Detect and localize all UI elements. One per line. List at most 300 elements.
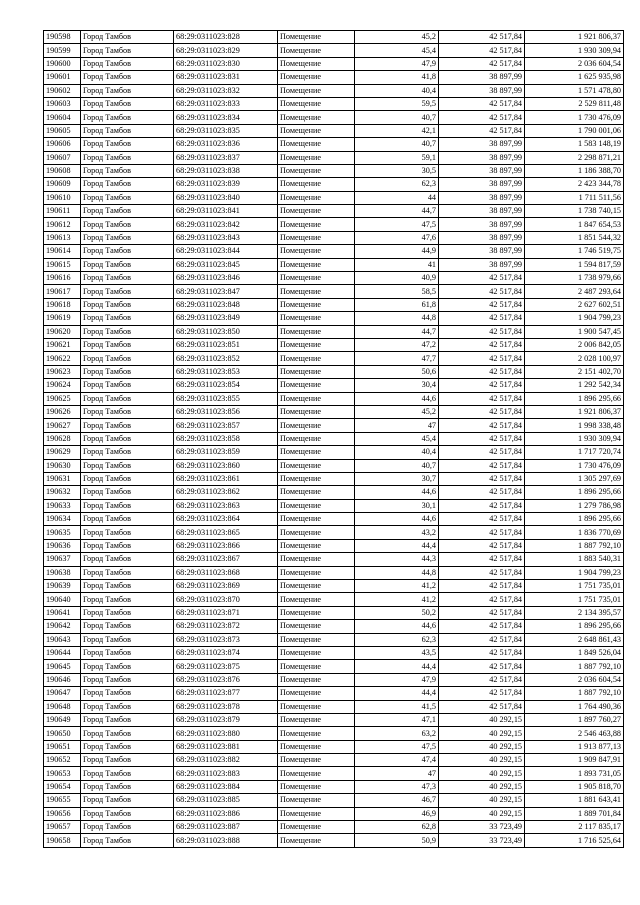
row-number-cell: 190652 (44, 754, 81, 767)
row-number-cell: 190634 (44, 513, 81, 526)
area-cell: 43,2 (355, 526, 439, 539)
area-cell: 41,5 (355, 700, 439, 713)
cadastral-number-cell: 68:29:0311023:832 (174, 84, 278, 97)
cadastral-number-cell: 68:29:0311023:881 (174, 740, 278, 753)
row-number-cell: 190621 (44, 338, 81, 351)
cadastral-value-cell: 1 930 309,94 (525, 44, 624, 57)
specific-value-cell: 42 517,84 (439, 312, 525, 325)
cadastral-value-cell: 1 292 542,34 (525, 379, 624, 392)
cadastral-number-cell: 68:29:0311023:880 (174, 727, 278, 740)
specific-value-cell: 38 897,99 (439, 218, 525, 231)
cadastral-number-cell: 68:29:0311023:857 (174, 419, 278, 432)
specific-value-cell: 38 897,99 (439, 164, 525, 177)
specific-value-cell: 42 517,84 (439, 526, 525, 539)
cadastral-value-cell: 2 151 402,70 (525, 365, 624, 378)
table-row (44, 432, 624, 445)
object-type-cell: Помещение (278, 285, 355, 298)
cadastral-number-cell: 68:29:0311023:834 (174, 111, 278, 124)
city-cell: Город Тамбов (81, 673, 174, 686)
row-number-cell: 190618 (44, 298, 81, 311)
table-row (44, 740, 624, 753)
cadastral-value-cell: 2 529 811,48 (525, 97, 624, 110)
cadastral-value-cell: 1 730 476,09 (525, 459, 624, 472)
table-row (44, 606, 624, 619)
city-cell: Город Тамбов (81, 821, 174, 834)
area-cell: 41,8 (355, 71, 439, 84)
object-type-cell: Помещение (278, 486, 355, 499)
area-cell: 59,1 (355, 151, 439, 164)
area-cell: 45,2 (355, 31, 439, 44)
row-number-cell: 190617 (44, 285, 81, 298)
cadastral-value-cell: 1 790 001,06 (525, 124, 624, 137)
specific-value-cell: 40 292,15 (439, 740, 525, 753)
row-number-cell: 190638 (44, 566, 81, 579)
cadastral-value-cell: 2 036 604,54 (525, 673, 624, 686)
city-cell: Город Тамбов (81, 794, 174, 807)
city-cell: Город Тамбов (81, 111, 174, 124)
city-cell: Город Тамбов (81, 459, 174, 472)
area-cell: 44,8 (355, 566, 439, 579)
city-cell: Город Тамбов (81, 593, 174, 606)
row-number-cell: 190654 (44, 780, 81, 793)
specific-value-cell: 42 517,84 (439, 459, 525, 472)
area-cell: 47,4 (355, 754, 439, 767)
object-type-cell: Помещение (278, 566, 355, 579)
row-number-cell: 190641 (44, 606, 81, 619)
cadastral-value-cell: 1 751 735,01 (525, 580, 624, 593)
cadastral-number-cell: 68:29:0311023:855 (174, 392, 278, 405)
cadastral-value-cell: 1 594 817,59 (525, 258, 624, 271)
table-row (44, 513, 624, 526)
specific-value-cell: 38 897,99 (439, 231, 525, 244)
cadastral-value-cell: 1 905 818,70 (525, 780, 624, 793)
specific-value-cell: 38 897,99 (439, 178, 525, 191)
row-number-cell: 190646 (44, 673, 81, 686)
row-number-cell: 190622 (44, 352, 81, 365)
object-type-cell: Помещение (278, 178, 355, 191)
specific-value-cell: 42 517,84 (439, 593, 525, 606)
cadastral-value-cell: 1 889 701,84 (525, 807, 624, 820)
object-type-cell: Помещение (278, 258, 355, 271)
table-row (44, 646, 624, 659)
object-type-cell: Помещение (278, 419, 355, 432)
area-cell: 40,7 (355, 138, 439, 151)
specific-value-cell: 42 517,84 (439, 57, 525, 70)
table-row (44, 111, 624, 124)
cadastral-value-cell: 1 904 799,23 (525, 312, 624, 325)
cadastral-value-cell: 2 117 835,17 (525, 821, 624, 834)
row-number-cell: 190640 (44, 593, 81, 606)
table-row (44, 419, 624, 432)
cadastral-value-cell: 1 896 295,66 (525, 392, 624, 405)
table-row (44, 205, 624, 218)
city-cell: Город Тамбов (81, 767, 174, 780)
object-type-cell: Помещение (278, 821, 355, 834)
specific-value-cell: 40 292,15 (439, 807, 525, 820)
specific-value-cell: 38 897,99 (439, 71, 525, 84)
row-number-cell: 190611 (44, 205, 81, 218)
cadastral-number-cell: 68:29:0311023:838 (174, 164, 278, 177)
area-cell: 43,5 (355, 646, 439, 659)
cadastral-value-cell: 1 921 806,37 (525, 31, 624, 44)
area-cell: 30,4 (355, 379, 439, 392)
row-number-cell: 190629 (44, 446, 81, 459)
specific-value-cell: 42 517,84 (439, 325, 525, 338)
cadastral-number-cell: 68:29:0311023:869 (174, 580, 278, 593)
table-row (44, 566, 624, 579)
object-type-cell: Помещение (278, 379, 355, 392)
cadastral-value-cell: 1 738 740,15 (525, 205, 624, 218)
table-row (44, 71, 624, 84)
row-number-cell: 190647 (44, 687, 81, 700)
object-type-cell: Помещение (278, 606, 355, 619)
area-cell: 44,8 (355, 312, 439, 325)
object-type-cell: Помещение (278, 432, 355, 445)
object-type-cell: Помещение (278, 97, 355, 110)
cadastral-number-cell: 68:29:0311023:849 (174, 312, 278, 325)
object-type-cell: Помещение (278, 272, 355, 285)
city-cell: Город Тамбов (81, 646, 174, 659)
area-cell: 44,7 (355, 325, 439, 338)
object-type-cell: Помещение (278, 151, 355, 164)
cadastral-number-cell: 68:29:0311023:878 (174, 700, 278, 713)
specific-value-cell: 38 897,99 (439, 205, 525, 218)
table-row (44, 124, 624, 137)
table-row (44, 687, 624, 700)
cadastral-number-cell: 68:29:0311023:864 (174, 513, 278, 526)
cadastral-value-cell: 1 887 792,10 (525, 539, 624, 552)
table-row (44, 794, 624, 807)
row-number-cell: 190604 (44, 111, 81, 124)
cadastral-value-cell: 2 298 871,21 (525, 151, 624, 164)
specific-value-cell: 42 517,84 (439, 687, 525, 700)
specific-value-cell: 38 897,99 (439, 258, 525, 271)
table-row (44, 727, 624, 740)
area-cell: 42,1 (355, 124, 439, 137)
cadastral-number-cell: 68:29:0311023:886 (174, 807, 278, 820)
table-row (44, 325, 624, 338)
cadastral-number-cell: 68:29:0311023:837 (174, 151, 278, 164)
object-type-cell: Помещение (278, 553, 355, 566)
cadastral-number-cell: 68:29:0311023:879 (174, 713, 278, 726)
specific-value-cell: 42 517,84 (439, 486, 525, 499)
specific-value-cell: 38 897,99 (439, 151, 525, 164)
specific-value-cell: 42 517,84 (439, 272, 525, 285)
city-cell: Город Тамбов (81, 218, 174, 231)
table-row (44, 285, 624, 298)
object-type-cell: Помещение (278, 620, 355, 633)
city-cell: Город Тамбов (81, 780, 174, 793)
table-row (44, 298, 624, 311)
object-type-cell: Помещение (278, 794, 355, 807)
row-number-cell: 190651 (44, 740, 81, 753)
cadastral-number-cell: 68:29:0311023:883 (174, 767, 278, 780)
table-row (44, 767, 624, 780)
table-row (44, 365, 624, 378)
object-type-cell: Помещение (278, 580, 355, 593)
specific-value-cell: 40 292,15 (439, 794, 525, 807)
specific-value-cell: 42 517,84 (439, 700, 525, 713)
table-row (44, 459, 624, 472)
cadastral-number-cell: 68:29:0311023:845 (174, 258, 278, 271)
row-number-cell: 190644 (44, 646, 81, 659)
cadastral-number-cell: 68:29:0311023:835 (174, 124, 278, 137)
row-number-cell: 190635 (44, 526, 81, 539)
specific-value-cell: 42 517,84 (439, 499, 525, 512)
specific-value-cell: 42 517,84 (439, 606, 525, 619)
cadastral-value-cell: 2 028 100,97 (525, 352, 624, 365)
cadastral-number-cell: 68:29:0311023:867 (174, 553, 278, 566)
cadastral-value-cell: 1 909 847,91 (525, 754, 624, 767)
city-cell: Город Тамбов (81, 97, 174, 110)
row-number-cell: 190627 (44, 419, 81, 432)
cadastral-number-cell: 68:29:0311023:856 (174, 405, 278, 418)
specific-value-cell: 42 517,84 (439, 285, 525, 298)
city-cell: Город Тамбов (81, 566, 174, 579)
city-cell: Город Тамбов (81, 178, 174, 191)
cadastral-value-cell: 1 900 547,45 (525, 325, 624, 338)
cadastral-value-cell: 1 751 735,01 (525, 593, 624, 606)
row-number-cell: 190633 (44, 499, 81, 512)
table-row (44, 807, 624, 820)
city-cell: Город Тамбов (81, 325, 174, 338)
object-type-cell: Помещение (278, 298, 355, 311)
row-number-cell: 190625 (44, 392, 81, 405)
city-cell: Город Тамбов (81, 620, 174, 633)
table-row (44, 553, 624, 566)
object-type-cell: Помещение (278, 312, 355, 325)
city-cell: Город Тамбов (81, 606, 174, 619)
cadastral-value-cell: 1 896 295,66 (525, 620, 624, 633)
table-row (44, 405, 624, 418)
table-row (44, 164, 624, 177)
area-cell: 58,5 (355, 285, 439, 298)
table-row (44, 620, 624, 633)
specific-value-cell: 42 517,84 (439, 513, 525, 526)
specific-value-cell: 42 517,84 (439, 553, 525, 566)
city-cell: Город Тамбов (81, 191, 174, 204)
specific-value-cell: 42 517,84 (439, 446, 525, 459)
specific-value-cell: 33 723,49 (439, 834, 525, 847)
cadastral-value-cell: 1 921 806,37 (525, 405, 624, 418)
object-type-cell: Помещение (278, 218, 355, 231)
cadastral-number-cell: 68:29:0311023:874 (174, 646, 278, 659)
object-type-cell: Помещение (278, 231, 355, 244)
cadastral-value-cell: 1 279 786,98 (525, 499, 624, 512)
cadastral-value-cell: 1 887 792,10 (525, 687, 624, 700)
table-row (44, 218, 624, 231)
cadastral-value-cell: 1 851 544,32 (525, 231, 624, 244)
table-row (44, 392, 624, 405)
specific-value-cell: 40 292,15 (439, 754, 525, 767)
cadastral-value-cell: 1 583 148,19 (525, 138, 624, 151)
row-number-cell: 190601 (44, 71, 81, 84)
city-cell: Город Тамбов (81, 499, 174, 512)
cadastral-number-cell: 68:29:0311023:841 (174, 205, 278, 218)
row-number-cell: 190656 (44, 807, 81, 820)
city-cell: Город Тамбов (81, 740, 174, 753)
area-cell: 44,4 (355, 539, 439, 552)
city-cell: Город Тамбов (81, 272, 174, 285)
specific-value-cell: 42 517,84 (439, 44, 525, 57)
table-row (44, 272, 624, 285)
specific-value-cell: 40 292,15 (439, 727, 525, 740)
object-type-cell: Помещение (278, 392, 355, 405)
specific-value-cell: 42 517,84 (439, 539, 525, 552)
area-cell: 40,4 (355, 84, 439, 97)
row-number-cell: 190653 (44, 767, 81, 780)
table-row (44, 151, 624, 164)
object-type-cell: Помещение (278, 352, 355, 365)
city-cell: Город Тамбов (81, 164, 174, 177)
city-cell: Город Тамбов (81, 392, 174, 405)
area-cell: 62,8 (355, 821, 439, 834)
object-type-cell: Помещение (278, 713, 355, 726)
object-type-cell: Помещение (278, 539, 355, 552)
city-cell: Город Тамбов (81, 405, 174, 418)
area-cell: 47,9 (355, 673, 439, 686)
area-cell: 44,9 (355, 245, 439, 258)
specific-value-cell: 42 517,84 (439, 97, 525, 110)
object-type-cell: Помещение (278, 687, 355, 700)
area-cell: 47,5 (355, 740, 439, 753)
specific-value-cell: 38 897,99 (439, 191, 525, 204)
area-cell: 59,5 (355, 97, 439, 110)
specific-value-cell: 42 517,84 (439, 352, 525, 365)
cadastral-number-cell: 68:29:0311023:840 (174, 191, 278, 204)
cadastral-value-cell: 1 883 540,31 (525, 553, 624, 566)
specific-value-cell: 42 517,84 (439, 673, 525, 686)
area-cell: 44,4 (355, 660, 439, 673)
object-type-cell: Помещение (278, 57, 355, 70)
row-number-cell: 190639 (44, 580, 81, 593)
row-number-cell: 190623 (44, 365, 81, 378)
row-number-cell: 190603 (44, 97, 81, 110)
specific-value-cell: 42 517,84 (439, 620, 525, 633)
row-number-cell: 190632 (44, 486, 81, 499)
row-number-cell: 190645 (44, 660, 81, 673)
table-row (44, 580, 624, 593)
table-row (44, 713, 624, 726)
table-row (44, 352, 624, 365)
city-cell: Город Тамбов (81, 834, 174, 847)
cadastral-value-cell: 1 893 731,05 (525, 767, 624, 780)
object-type-cell: Помещение (278, 164, 355, 177)
row-number-cell: 190648 (44, 700, 81, 713)
table-row (44, 178, 624, 191)
object-type-cell: Помещение (278, 191, 355, 204)
row-number-cell: 190598 (44, 31, 81, 44)
row-number-cell: 190620 (44, 325, 81, 338)
specific-value-cell: 40 292,15 (439, 767, 525, 780)
city-cell: Город Тамбов (81, 338, 174, 351)
row-number-cell: 190650 (44, 727, 81, 740)
row-number-cell: 190609 (44, 178, 81, 191)
cadastral-number-cell: 68:29:0311023:866 (174, 539, 278, 552)
area-cell: 62,3 (355, 178, 439, 191)
table-row (44, 673, 624, 686)
city-cell: Город Тамбов (81, 31, 174, 44)
specific-value-cell: 42 517,84 (439, 124, 525, 137)
cadastral-number-cell: 68:29:0311023:830 (174, 57, 278, 70)
area-cell: 47,2 (355, 338, 439, 351)
object-type-cell: Помещение (278, 138, 355, 151)
city-cell: Город Тамбов (81, 700, 174, 713)
cadastral-value-cell: 1 746 519,75 (525, 245, 624, 258)
table-row (44, 31, 624, 44)
city-cell: Город Тамбов (81, 687, 174, 700)
specific-value-cell: 42 517,84 (439, 365, 525, 378)
table-body (44, 31, 624, 848)
object-type-cell: Помещение (278, 325, 355, 338)
city-cell: Город Тамбов (81, 660, 174, 673)
city-cell: Город Тамбов (81, 446, 174, 459)
cadastral-value-cell: 1 836 770,69 (525, 526, 624, 539)
city-cell: Город Тамбов (81, 432, 174, 445)
row-number-cell: 190610 (44, 191, 81, 204)
row-number-cell: 190655 (44, 794, 81, 807)
cadastral-value-cell: 1 881 643,41 (525, 794, 624, 807)
specific-value-cell: 42 517,84 (439, 379, 525, 392)
area-cell: 47,3 (355, 780, 439, 793)
cadastral-value-cell: 1 571 478,80 (525, 84, 624, 97)
specific-value-cell: 42 517,84 (439, 111, 525, 124)
area-cell: 44,6 (355, 486, 439, 499)
row-number-cell: 190624 (44, 379, 81, 392)
area-cell: 41,2 (355, 580, 439, 593)
specific-value-cell: 42 517,84 (439, 31, 525, 44)
object-type-cell: Помещение (278, 767, 355, 780)
area-cell: 40,7 (355, 459, 439, 472)
specific-value-cell: 42 517,84 (439, 405, 525, 418)
table-row (44, 191, 624, 204)
row-number-cell: 190606 (44, 138, 81, 151)
area-cell: 30,1 (355, 499, 439, 512)
object-type-cell: Помещение (278, 633, 355, 646)
area-cell: 40,4 (355, 446, 439, 459)
area-cell: 44,4 (355, 687, 439, 700)
area-cell: 45,4 (355, 432, 439, 445)
table-row (44, 231, 624, 244)
cadastral-value-cell: 1 625 935,98 (525, 71, 624, 84)
cadastral-number-cell: 68:29:0311023:851 (174, 338, 278, 351)
area-cell: 46,9 (355, 807, 439, 820)
cadastral-number-cell: 68:29:0311023:870 (174, 593, 278, 606)
row-number-cell: 190619 (44, 312, 81, 325)
row-number-cell: 190626 (44, 405, 81, 418)
table-row (44, 138, 624, 151)
city-cell: Город Тамбов (81, 419, 174, 432)
area-cell: 44,6 (355, 392, 439, 405)
cadastral-number-cell: 68:29:0311023:844 (174, 245, 278, 258)
specific-value-cell: 42 517,84 (439, 580, 525, 593)
object-type-cell: Помещение (278, 245, 355, 258)
row-number-cell: 190613 (44, 231, 81, 244)
row-number-cell: 190599 (44, 44, 81, 57)
cadastral-number-cell: 68:29:0311023:847 (174, 285, 278, 298)
cadastral-number-cell: 68:29:0311023:850 (174, 325, 278, 338)
city-cell: Город Тамбов (81, 727, 174, 740)
specific-value-cell: 42 517,84 (439, 472, 525, 485)
city-cell: Город Тамбов (81, 754, 174, 767)
row-number-cell: 190605 (44, 124, 81, 137)
area-cell: 63,2 (355, 727, 439, 740)
city-cell: Город Тамбов (81, 513, 174, 526)
object-type-cell: Помещение (278, 71, 355, 84)
specific-value-cell: 42 517,84 (439, 633, 525, 646)
cadastral-number-cell: 68:29:0311023:884 (174, 780, 278, 793)
cadastral-number-cell: 68:29:0311023:831 (174, 71, 278, 84)
